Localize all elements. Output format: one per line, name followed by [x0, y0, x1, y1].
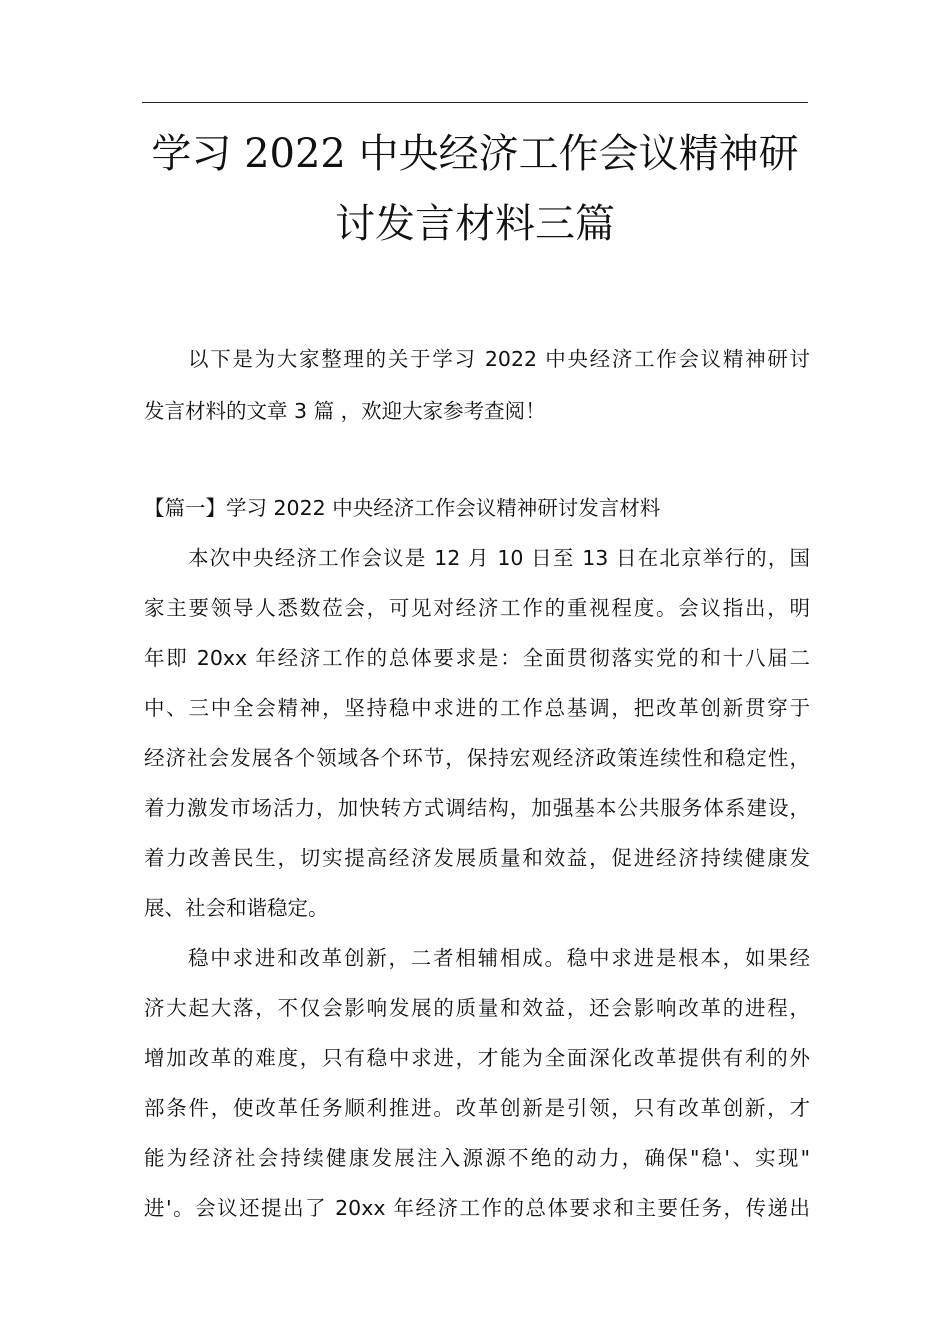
paragraph-line: 部条件，使改革任务顺利推进。改革创新是引领，只有改革创新，才	[144, 1096, 810, 1120]
document-title-line-1: 学习 2022 中央经济工作会议精神研	[151, 131, 799, 177]
document-body	[144, 0, 810, 1344]
paragraph-line: 年即 20xx 年经济工作的总体要求是：全面贯彻落实党的和十八届二	[144, 646, 810, 670]
paragraph-line: 中、三中全会精神，坚持稳中求进的工作总基调，把改革创新贯穿于	[144, 696, 810, 720]
paragraph-line: 济大起大落，不仅会影响发展的质量和效益，还会影响改革的进程，	[144, 996, 810, 1020]
paragraph-line: 着力改善民生，切实提高经济发展质量和效益，促进经济持续健康发	[144, 846, 810, 870]
intro-line: 以下是为大家整理的关于学习 2022 中央经济工作会议精神研讨	[188, 347, 810, 371]
paragraph-line: 本次中央经济工作会议是 12 月 10 日至 13 日在北京举行的，国	[188, 546, 810, 570]
paragraph-line: 经济社会发展各个领域各个环节，保持宏观经济政策连续性和稳定性，	[144, 746, 810, 770]
section-heading: 【篇一】学习 2022 中央经济工作会议精神研讨发言材料	[144, 496, 661, 520]
paragraph-line: 稳中求进和改革创新，二者相辅相成。稳中求进是根本，如果经	[188, 946, 810, 970]
paragraph-line: 展、社会和谐稳定。	[144, 896, 329, 920]
paragraph-line: 能为经济社会持续健康发展注入源源不绝的动力，确保"稳'、实现"	[144, 1146, 810, 1170]
paragraph-line: 家主要领导人悉数莅会，可见对经济工作的重视程度。会议指出，明	[144, 596, 810, 620]
paragraph-line: 进'。会议还提出了 20xx 年经济工作的总体要求和主要任务，传递出	[144, 1196, 810, 1220]
document-title-line-2: 讨发言材料三篇	[335, 201, 615, 247]
paragraph-line: 增加改革的难度，只有稳中求进，才能为全面深化改革提供有利的外	[144, 1046, 810, 1070]
paragraph-line: 着力激发市场活力，加快转方式调结构，加强基本公共服务体系建设，	[144, 796, 810, 820]
intro-line: 发言材料的文章 3 篇 ，欢迎大家参考查阅！	[144, 399, 546, 423]
